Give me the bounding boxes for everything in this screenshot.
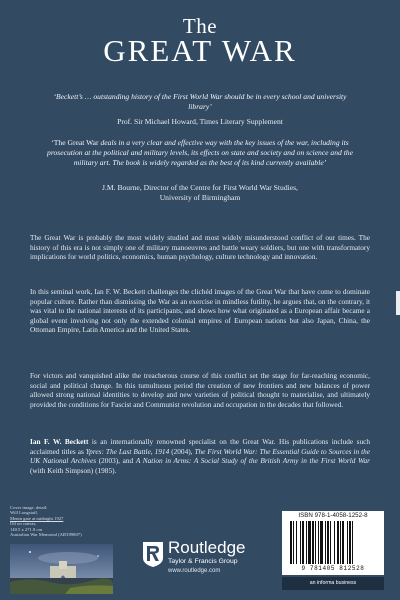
author-book-1: Ypres: The Last Battle, 1914 (85, 446, 170, 456)
isbn-barcode-box (282, 511, 384, 575)
publisher-name: Routledge (168, 538, 246, 557)
barcode-bar (306, 521, 307, 564)
barcode-bar (290, 521, 292, 564)
caption-line: Australian War Memorial (ART09807) (10, 532, 82, 538)
review-quote-1: ‘Beckett’s … outstanding history of the First World War should be in every school and university library’ (53, 92, 347, 111)
publisher-group: Taylor & Francis Group (168, 558, 238, 565)
barcode-bar (312, 521, 314, 564)
blurb-paragraph-3: For victors and vanquished alike the treacherous course of this conflict set the stage for far-reaching economic, social and political change. In this tumultuous period the creation of new frontiers and new balances of power allowed strong national identities to develop and new varieties of political thought to materialise, and ultimately provided the conditions for Fascist and Communist revolution and occupation in the decades that followed. (30, 371, 370, 409)
author-bio (30, 437, 370, 475)
barcode-bar (302, 521, 304, 564)
author-bio-text-3: (2003), and (96, 456, 136, 466)
barcode-bar (293, 521, 294, 564)
routledge-logo-icon (141, 540, 165, 568)
isbn-digits: 9 781405 812528 (301, 565, 365, 572)
title-great-war: GREAT WAR (103, 33, 297, 68)
barcode-bar (327, 521, 329, 564)
caption-line: Will Longstaff, (10, 510, 39, 516)
barcode-bar (340, 521, 341, 564)
barcode-bar (337, 521, 339, 564)
blurb-paragraph-2: In this seminal work, Ian F. W. Beckett challenges the clichéd images of the Great War that have come to dominate popular culture. Rather than dismissing the War as an exercise in mindless futility, he argues that, on the contrary, it was vital to the national interests of its participants, and shows how what originated as a European affair became a global event involving not only the extended colonial empires of European nations but also Japan, China, the Ottoman Empire, Latin America and the United States. (30, 287, 370, 335)
caption-painting-title: Menin gate at midnight 1927 (10, 515, 64, 521)
barcode-bar (300, 521, 301, 564)
barcode-bar (325, 521, 326, 564)
review-quote-2-lead: ‘The Great War (51, 138, 99, 147)
publisher-website[interactable]: www.routledge.com (168, 568, 221, 574)
barcode-bar (315, 521, 316, 564)
author-bio-text-4: (with Keith Simpson) (1985). (30, 465, 117, 475)
author-name: Ian F. W. Beckett (30, 437, 89, 446)
review-quote-2-attribution-line2: University of Birmingham (159, 193, 241, 202)
barcode-bar (320, 521, 323, 564)
barcode-bar (330, 521, 331, 564)
barcode-bar (342, 521, 344, 564)
isbn-label: ISBN 978-1-4058-1252-8 (298, 512, 368, 519)
review-quote-2-text: deals in a very clear and effective way with the key issues of the war, including its prosecution at the political and military levels, its effects on state and society and on science and the military art. The book is widely regarded as the best of its kind currently available’ (47, 138, 353, 167)
cover-image-caption (10, 505, 120, 537)
barcode-bar (334, 521, 335, 564)
blurb-paragraph-1: The Great War is probably the most widely studied and most widely misunderstood conflict of our times. The history of this era is not simply one of military manoeuvres and battle weary soldiers, but one with transformatory implications for world politics, economics, human psychology, culture technology and innovation. (30, 233, 370, 262)
barcode-bar (308, 521, 311, 564)
barcode-bar (352, 521, 353, 564)
informa-business-banner: an informa business (282, 577, 384, 590)
caption-line: 140.5 x 271.8 cm (10, 526, 43, 532)
barcode-bar (349, 521, 351, 564)
review-quote-1-attribution: Prof. Sir Michael Howard, Times Literary Supplement (117, 117, 283, 126)
title-the: The (182, 14, 218, 38)
barcode-bar (296, 521, 297, 564)
review-quote-2 (46, 138, 354, 168)
caption-line: Oil on canvas, (10, 521, 37, 527)
review-quote-2-attribution (30, 183, 370, 203)
barcode-bar (347, 521, 348, 564)
caption-line: Cover image, detail: (10, 505, 48, 510)
barcode-bar (318, 521, 319, 564)
painting-image (10, 544, 113, 594)
spine-edge-tab (396, 291, 400, 315)
author-bio-text-1: is an internationally renowned specialist on the Great War. His publications include such acclaimed titles as (30, 437, 371, 456)
barcode-icon (288, 521, 378, 564)
review-quote-2-attribution-line1: J.M. Bourne, Director of the Centre for First World War Studies, (102, 183, 298, 192)
cover-painting-thumbnail (10, 544, 113, 594)
author-book-2: The First World War: The Essential Guide to Sources in the UK National Archives (30, 446, 370, 466)
author-bio-text-2: (2004), (169, 446, 195, 456)
author-book-3: A Nation in Arms: A Social Study of the British Army in the First World War (135, 456, 370, 466)
